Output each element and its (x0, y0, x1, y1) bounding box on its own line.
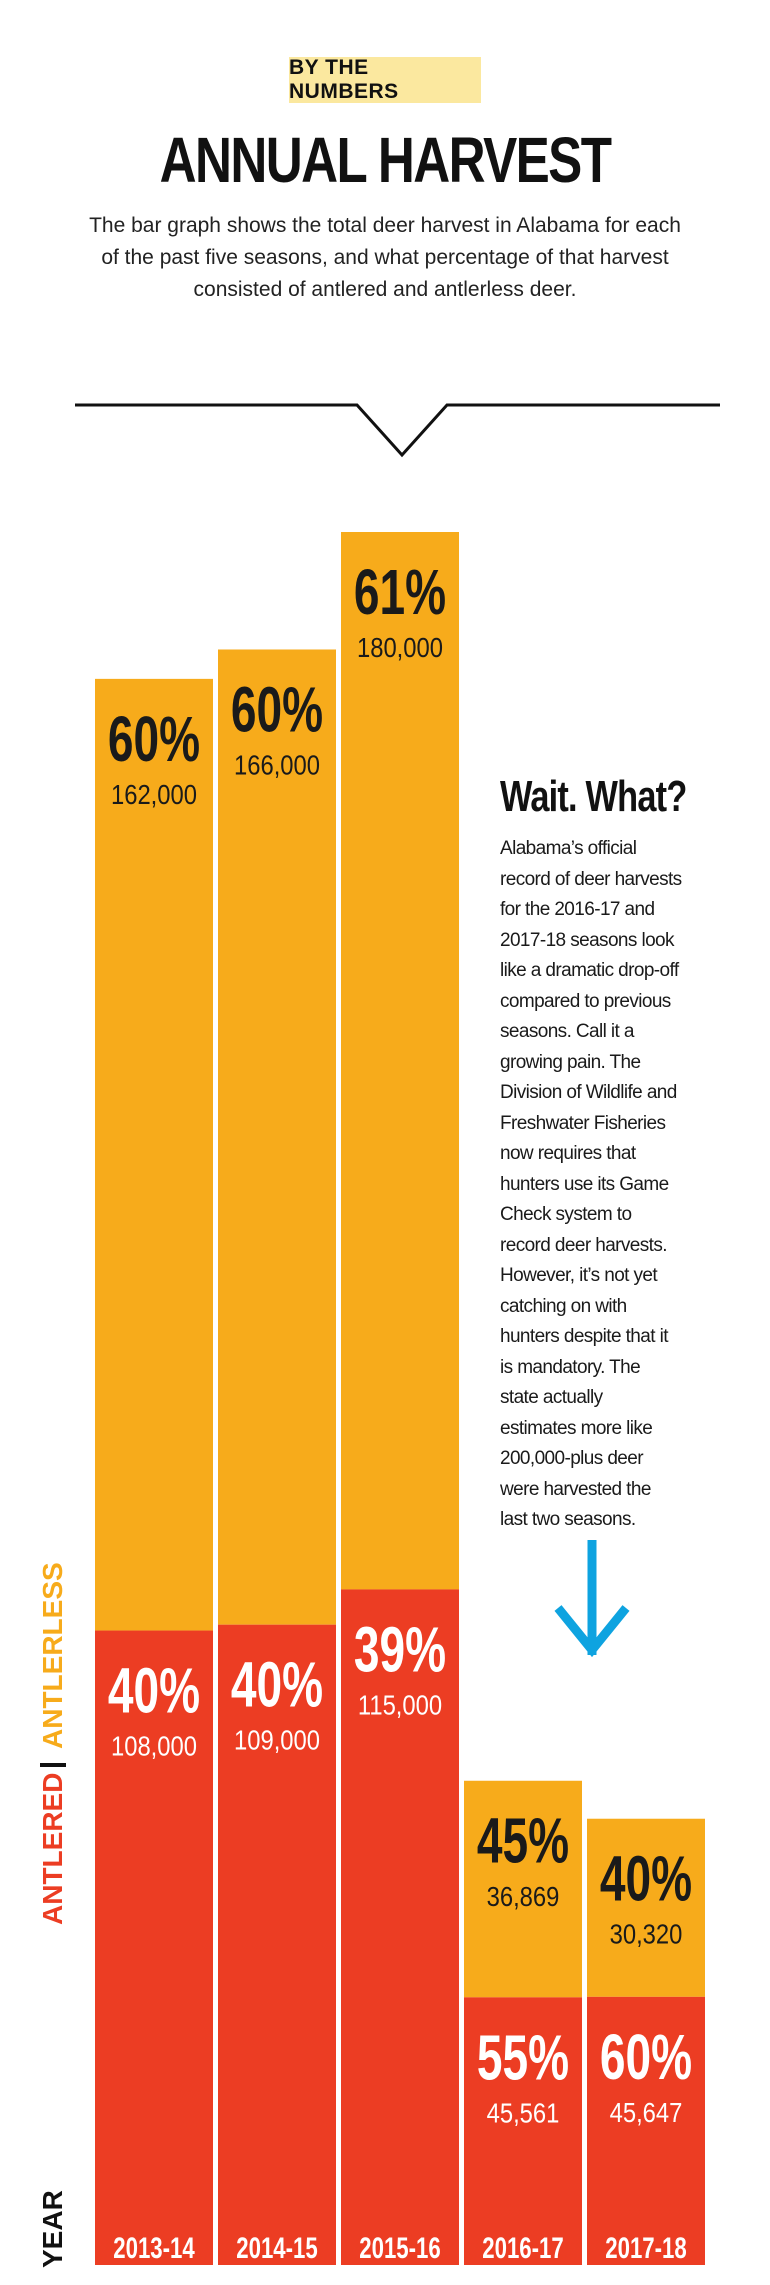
divider-chevron-line (75, 405, 720, 455)
year-tick-label: 2017-18 (605, 2230, 687, 2265)
wait-what-note (500, 770, 700, 1536)
label-antlered-percent: 40% (107, 1655, 201, 1727)
legend (37, 1562, 68, 2268)
label-antlered-percent: 55% (476, 2021, 570, 2094)
x-axis-label-text: YEAR (37, 2190, 68, 2268)
label-antlerless-percent: 61% (353, 556, 447, 628)
label-antlerless-value: 166,000 (234, 748, 320, 781)
label-antlerless-percent: 45% (476, 1805, 570, 1877)
down-arrow-icon (558, 1540, 626, 1655)
label-antlered-percent: 40% (230, 1649, 324, 1721)
by-the-numbers-badge: BY THE NUMBERS (289, 57, 481, 103)
year-tick-label: 2014-15 (236, 2230, 318, 2265)
year-tick-label: 2016-17 (482, 2230, 564, 2265)
label-antlered-value: 108,000 (111, 1729, 197, 1763)
x-axis-label (37, 2190, 68, 2268)
label-antlerless-percent: 60% (230, 674, 324, 746)
label-antlered-value: 109,000 (234, 1723, 320, 1757)
label-antlered-percent: 39% (353, 1614, 447, 1686)
legend-antlered: ANTLERED (37, 1772, 68, 1925)
legend-antlerless: ANTLERLESS (37, 1562, 68, 1749)
note-title: Wait. What? (500, 772, 687, 821)
bar-antlerless (218, 649, 336, 1624)
note-body: Alabama’s official record of deer harvests for the 2016-17 and 2017-18 seasons look like a dramatic drop-off compared to previous seasons. Call it a growing pain. The Division of Wildlife and Freshwater Fisheries now requires that hunters use its Game Check system to record deer harvests. However, it’s not yet catching on with hunters despite that it is mandatory. The state actually estimates more like 200,000-plus deer were harvested the last two seasons. (500, 838, 682, 1530)
page-title: ANNUAL HARVEST (159, 124, 611, 196)
label-antlered-value: 45,561 (486, 2096, 560, 2129)
label-antlerless-value: 30,320 (609, 1917, 683, 1951)
bar-antlered (218, 1625, 336, 2265)
year-tick-label: 2015-16 (359, 2230, 441, 2265)
label-antlerless-value: 180,000 (357, 631, 443, 664)
label-antlered-percent: 60% (599, 2021, 693, 2093)
label-antlerless-value: 162,000 (111, 778, 197, 811)
label-antlerless-percent: 40% (599, 1843, 693, 1915)
label-antlered-value: 115,000 (357, 1688, 443, 1721)
year-tick-label: 2013-14 (113, 2230, 195, 2265)
label-antlered-value: 45,647 (609, 2095, 683, 2129)
intro-text: The bar graph shows the total deer harvest in Alabama for each of the past five seasons, and what percentage of that harvest consisted of antlered and antlerless deer. (89, 214, 681, 301)
label-antlerless-value: 36,869 (486, 1879, 560, 1913)
legend-vertical (37, 1562, 68, 1925)
label-antlerless-percent: 60% (107, 703, 201, 775)
bar-antlerless (341, 532, 459, 1589)
bar-antlerless (95, 679, 213, 1631)
